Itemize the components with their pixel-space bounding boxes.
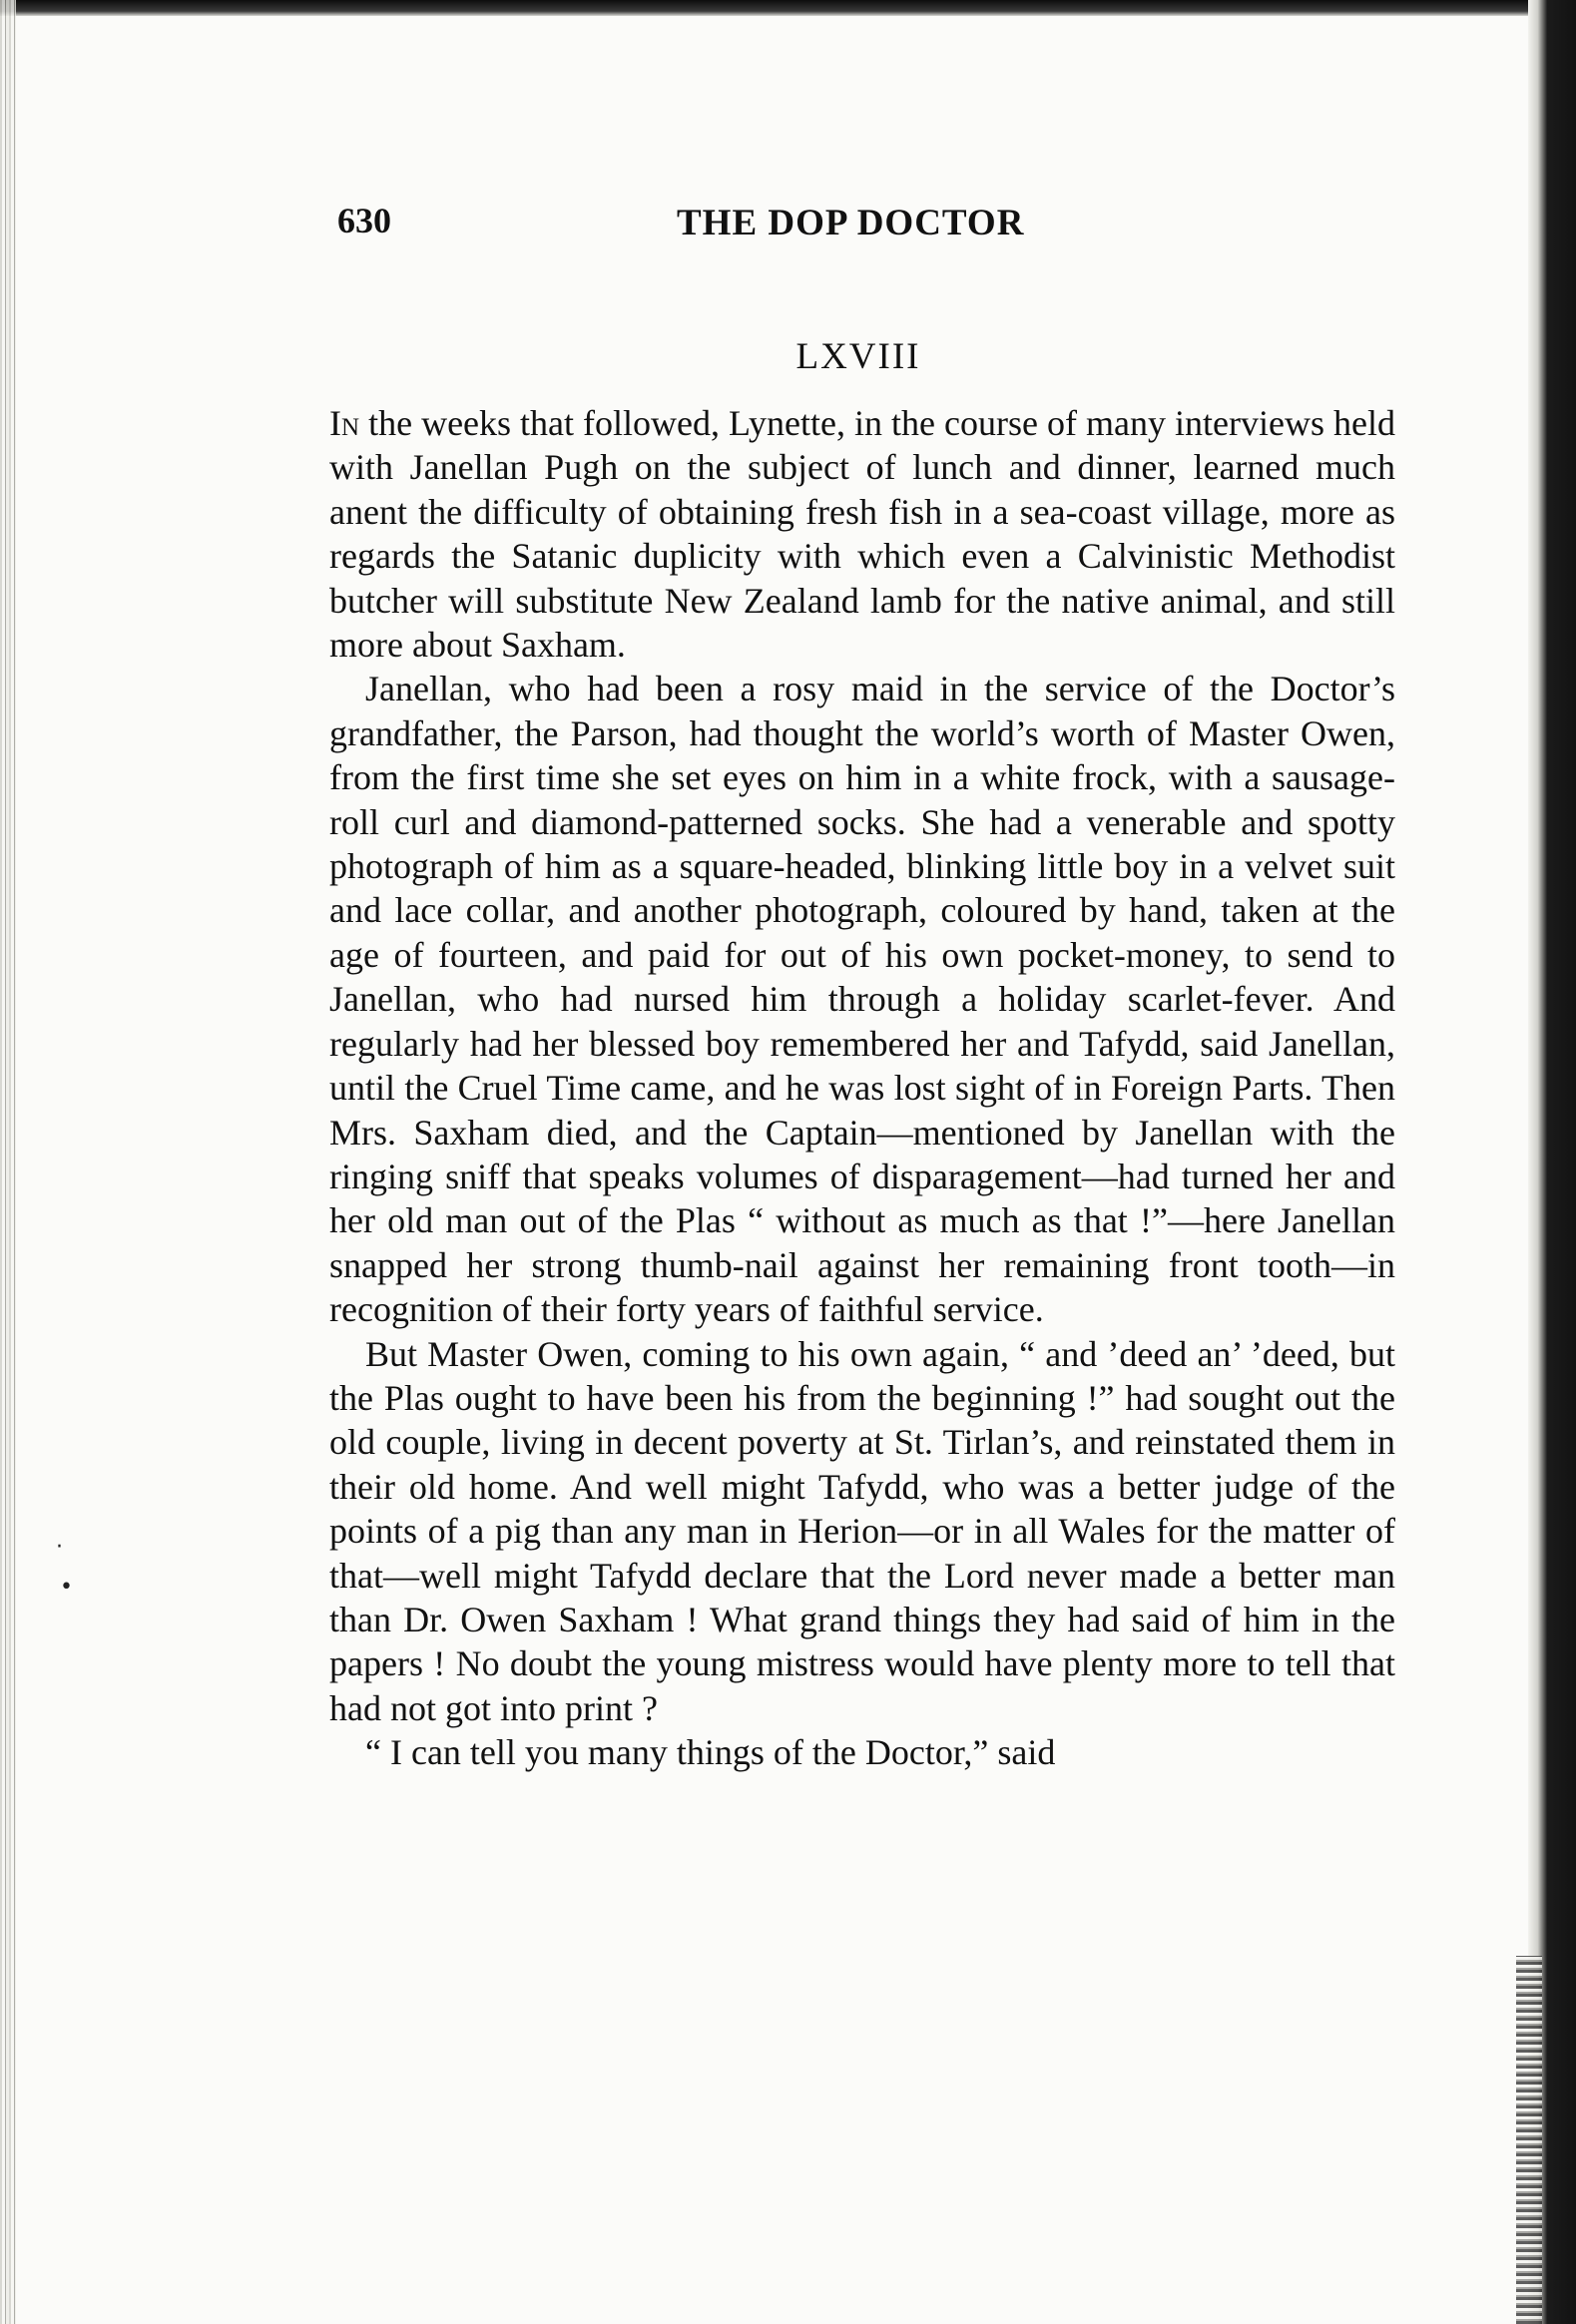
scan-speck: •	[60, 1575, 73, 1600]
running-head	[337, 200, 1385, 259]
book-title: THE DOP DOCTOR	[677, 203, 1025, 243]
paragraph: Janellan, who had been a rosy maid in the service of the Doctor’s grandfather, the Parson, had thought the world’s worth of Master Owen, from the first time she set eyes on him in a white frock, with a sausage-roll curl and diamond-patterned socks. She had a venerable and spotty photograph of him as a square-headed, blinking little boy in a velvet suit and lace collar, and another photograph, coloured by hand, taken at the age of fourteen, and paid for out of his own pocket-money, to send to Janellan, who had nursed him through a holiday scarlet-fever. And regularly had her blessed boy remembered her and Tafydd, said Janellan, until the Cruel Time came, and he was lost sight of in Foreign Parts. Then Mrs. Saxham died, and the Captain—mentioned by Janellan with the ringing sniff that speaks volumes of disparagement—had turned her and her old man out of the Plas “ without as much as that !”—here Janellan snapped her strong thumb-nail against her remaining front tooth—in recognition of their forty years of faithful service.	[329, 669, 1395, 1330]
opening-word: In	[329, 403, 360, 443]
scan-left-border	[0, 0, 16, 2324]
body-text	[329, 401, 1395, 1775]
page-number: 630	[337, 201, 391, 240]
chapter-number: LXVIII	[795, 336, 921, 377]
paragraph	[329, 401, 1395, 667]
paragraph: “ I can tell you many things of the Doctor,” said	[365, 1732, 1056, 1773]
scan-top-border	[0, 0, 1576, 16]
paragraph-text: the weeks that followed, Lynette, in the course of many interviews held with Janellan Pugh on the subject of lunch and dinner, learned much anent the difficulty of obtaining fresh fish in a sea-coast village, more as regards the Satanic duplicity with which even a Calvinistic Methodist butcher will substitute New Zealand lamb for the native animal, and still more about Saxham.	[329, 403, 1395, 666]
scan-speck: ·	[56, 1535, 63, 1560]
paragraph: But Master Owen, coming to his own again, “ and ’deed an’ ’deed, but the Plas ought to have been his from the beginning !” had sought out the old couple, living in decent poverty at St. Tirlan’s, and reinstated them in their old home. And well might Tafydd, who was a better judge of the points of a pig than any man in Herion—or in all Wales for the matter of that—well might Tafydd declare that the Lord never made a better man than Dr. Owen Saxham ! What grand things they had said of him in the papers ! No doubt the young mistress would have plenty more to tell that had not got into print ?	[329, 1333, 1395, 1728]
scan-right-edge-fray	[1516, 1956, 1542, 2324]
